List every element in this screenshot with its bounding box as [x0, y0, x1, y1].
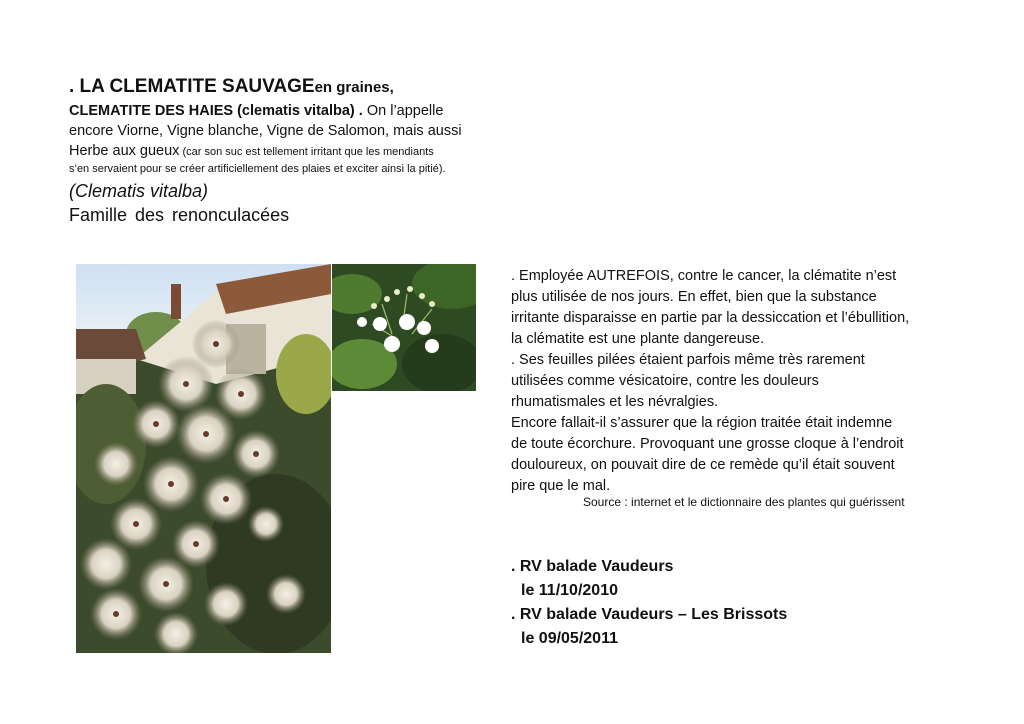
rv-date: le 09/05/2011 [521, 630, 618, 647]
gueux-name: Herbe aux gueux [69, 143, 180, 159]
description-line: douloureux, on pouvait dire de ce remède qu’il était souvent [511, 457, 895, 473]
description-line: . Employée AUTREFOIS, contre le cancer, la clématite n’est [511, 268, 897, 284]
description-line: pire que le mal. [511, 478, 611, 494]
gueux-note-continued: s’en servaient pour se créer artificiellement des plaies et exciter ainsi la pitié). [69, 163, 446, 175]
title-suffix: en graines, [314, 79, 394, 96]
flower-photo-graphic [332, 264, 476, 391]
subtitle-line [69, 101, 539, 121]
alias-line: encore Viorne, Vigne blanche, Vigne de Salomon, mais aussi [69, 123, 462, 139]
subtitle-rest: On l’appelle [362, 103, 444, 119]
description-line: de toute écorchure. Provoquant une grosse cloque à l’endroit [511, 436, 904, 452]
description-line: irritante disparaisse en partie par la dessiccation et l’ébullition, [511, 310, 910, 326]
rv-title: . RV balade Vaudeurs [511, 558, 674, 575]
description-line: utilisées comme vésicatoire, contre les douleurs [511, 373, 819, 389]
family-name: Famille des renonculacées [69, 205, 290, 225]
description-line: la clématite est une plante dangereuse. [511, 331, 765, 347]
rv-title: . RV balade Vaudeurs – Les Brissots [511, 606, 788, 623]
description-block [511, 266, 971, 497]
source-note: Source : internet et le dictionnaire des plantes qui guérissent [583, 495, 905, 509]
gueux-note: (car son suc est tellement irritant que les mendiants [179, 146, 434, 158]
subtitle-bold: CLEMATITE DES HAIES (clematis vitalba) . [69, 103, 363, 119]
latin-name: (Clematis vitalba) [69, 181, 209, 201]
rv-date: le 11/10/2010 [521, 582, 618, 599]
description-line: Encore fallait-il s’assurer que la région traitée était indemne [511, 415, 893, 431]
gueux-line [69, 141, 539, 161]
description-line: plus utilisée de nos jours. En effet, bien que la substance [511, 289, 877, 305]
description-line: rhumatismales et les névralgies. [511, 394, 719, 410]
seedhead-photo [76, 264, 331, 653]
flower-photo [332, 264, 476, 391]
description-line: . Ses feuilles pilées étaient parfois même très rarement [511, 352, 865, 368]
seedhead-photo-graphic [76, 264, 331, 653]
title-main: . LA CLEMATITE SAUVAGE [69, 76, 315, 97]
rv-block [511, 555, 787, 651]
header-block [69, 74, 539, 227]
page-title [69, 74, 539, 101]
